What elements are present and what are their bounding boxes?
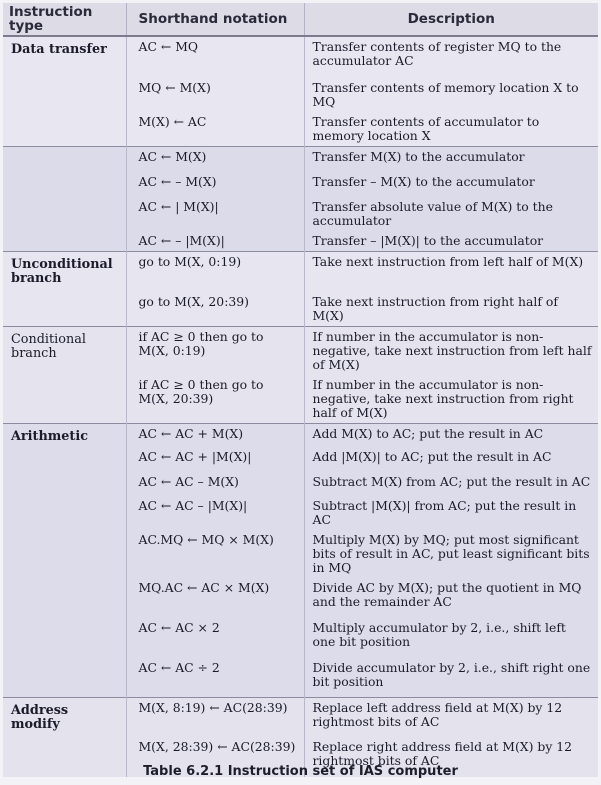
table-body [3, 36, 598, 777]
shorthand-notation-cell: MQ.AC ← AC × M(X) [126, 578, 304, 618]
description-cell: Transfer contents of memory location X to MQ [304, 78, 598, 112]
shorthand-notation-cell: AC ← AC – |M(X)| [126, 496, 304, 530]
table-row [3, 326, 598, 375]
table-header-row [3, 3, 598, 36]
table-caption: Table 6.2.1 Instruction set of IAS computer [143, 764, 458, 779]
shorthand-notation-cell: AC ← MQ [126, 36, 304, 78]
shorthand-notation-cell: AC ← AC + |M(X)| [126, 447, 304, 472]
shorthand-notation-cell: if AC ≥ 0 then go to M(X, 0:19) [126, 326, 304, 375]
description-cell: Transfer contents of register MQ to the accumulator AC [304, 36, 598, 78]
instruction-type-cell: Conditional branch [3, 326, 126, 423]
description-cell: Multiply accumulator by 2, i.e., shift left one bit position [304, 618, 598, 658]
table-row [3, 423, 598, 447]
description-cell: Replace left address field at M(X) by 12 rightmost bits of AC [304, 697, 598, 737]
shorthand-notation-cell: AC ← | M(X)| [126, 197, 304, 231]
shorthand-notation-cell: AC ← – M(X) [126, 172, 304, 197]
description-cell: Divide accumulator by 2, i.e., shift right one bit position [304, 658, 598, 697]
description-cell: Subtract M(X) from AC; put the result in AC [304, 472, 598, 496]
shorthand-notation-cell: go to M(X, 20:39) [126, 292, 304, 327]
shorthand-notation-cell: AC ← AC ÷ 2 [126, 658, 304, 697]
header-instruction-type: Instruction type [3, 3, 126, 36]
description-cell: Transfer absolute value of M(X) to the accumulator [304, 197, 598, 231]
instruction-type-cell: Address modify [3, 697, 126, 777]
description-cell: Transfer – M(X) to the accumulator [304, 172, 598, 197]
header-shorthand-notation: Shorthand notation [126, 3, 304, 36]
table-row [3, 697, 598, 737]
shorthand-notation-cell: MQ ← M(X) [126, 78, 304, 112]
description-cell: Transfer contents of accumulator to memory location X [304, 112, 598, 147]
table-row [3, 147, 598, 172]
description-cell: Divide AC by M(X); put the quotient in MQ and the remainder AC [304, 578, 598, 618]
shorthand-notation-cell: AC ← – |M(X)| [126, 231, 304, 252]
table-row [3, 252, 598, 292]
shorthand-notation-cell: M(X) ← AC [126, 112, 304, 147]
description-cell: Add |M(X)| to AC; put the result in AC [304, 447, 598, 472]
shorthand-notation-cell: AC.MQ ← MQ × M(X) [126, 530, 304, 578]
shorthand-notation-cell: AC ← M(X) [126, 147, 304, 172]
description-cell: Replace right address field at M(X) by 12 rightmost bits of AC [304, 737, 598, 777]
description-cell: Multiply M(X) by MQ; put most significant bits of result in AC, put least significant bits in MQ [304, 530, 598, 578]
description-cell: Add M(X) to AC; put the result in AC [304, 423, 598, 447]
shorthand-notation-cell: AC ← AC – M(X) [126, 472, 304, 496]
description-cell: Transfer M(X) to the accumulator [304, 147, 598, 172]
shorthand-notation-cell: AC ← AC + M(X) [126, 423, 304, 447]
instruction-type-cell: Unconditional branch [3, 252, 126, 327]
header-description: Description [304, 3, 598, 36]
description-cell: Subtract |M(X)| from AC; put the result in AC [304, 496, 598, 530]
instruction-type-cell: Data transfer [3, 36, 126, 147]
description-cell: If number in the accumulator is non-negative, take next instruction from right half of M(X) [304, 375, 598, 424]
instruction-set-table [3, 3, 598, 777]
shorthand-notation-cell: go to M(X, 0:19) [126, 252, 304, 292]
instruction-type-cell [3, 147, 126, 252]
description-cell: Take next instruction from left half of M(X) [304, 252, 598, 292]
shorthand-notation-cell: M(X, 28:39) ← AC(28:39) [126, 737, 304, 777]
description-cell: Transfer – |M(X)| to the accumulator [304, 231, 598, 252]
table-row [3, 36, 598, 78]
shorthand-notation-cell: M(X, 8:19) ← AC(28:39) [126, 697, 304, 737]
description-cell: If number in the accumulator is non-negative, take next instruction from left half of M(X) [304, 326, 598, 375]
instruction-type-cell: Arithmetic [3, 423, 126, 697]
description-cell: Take next instruction from right half of M(X) [304, 292, 598, 327]
shorthand-notation-cell: if AC ≥ 0 then go to M(X, 20:39) [126, 375, 304, 424]
shorthand-notation-cell: AC ← AC × 2 [126, 618, 304, 658]
